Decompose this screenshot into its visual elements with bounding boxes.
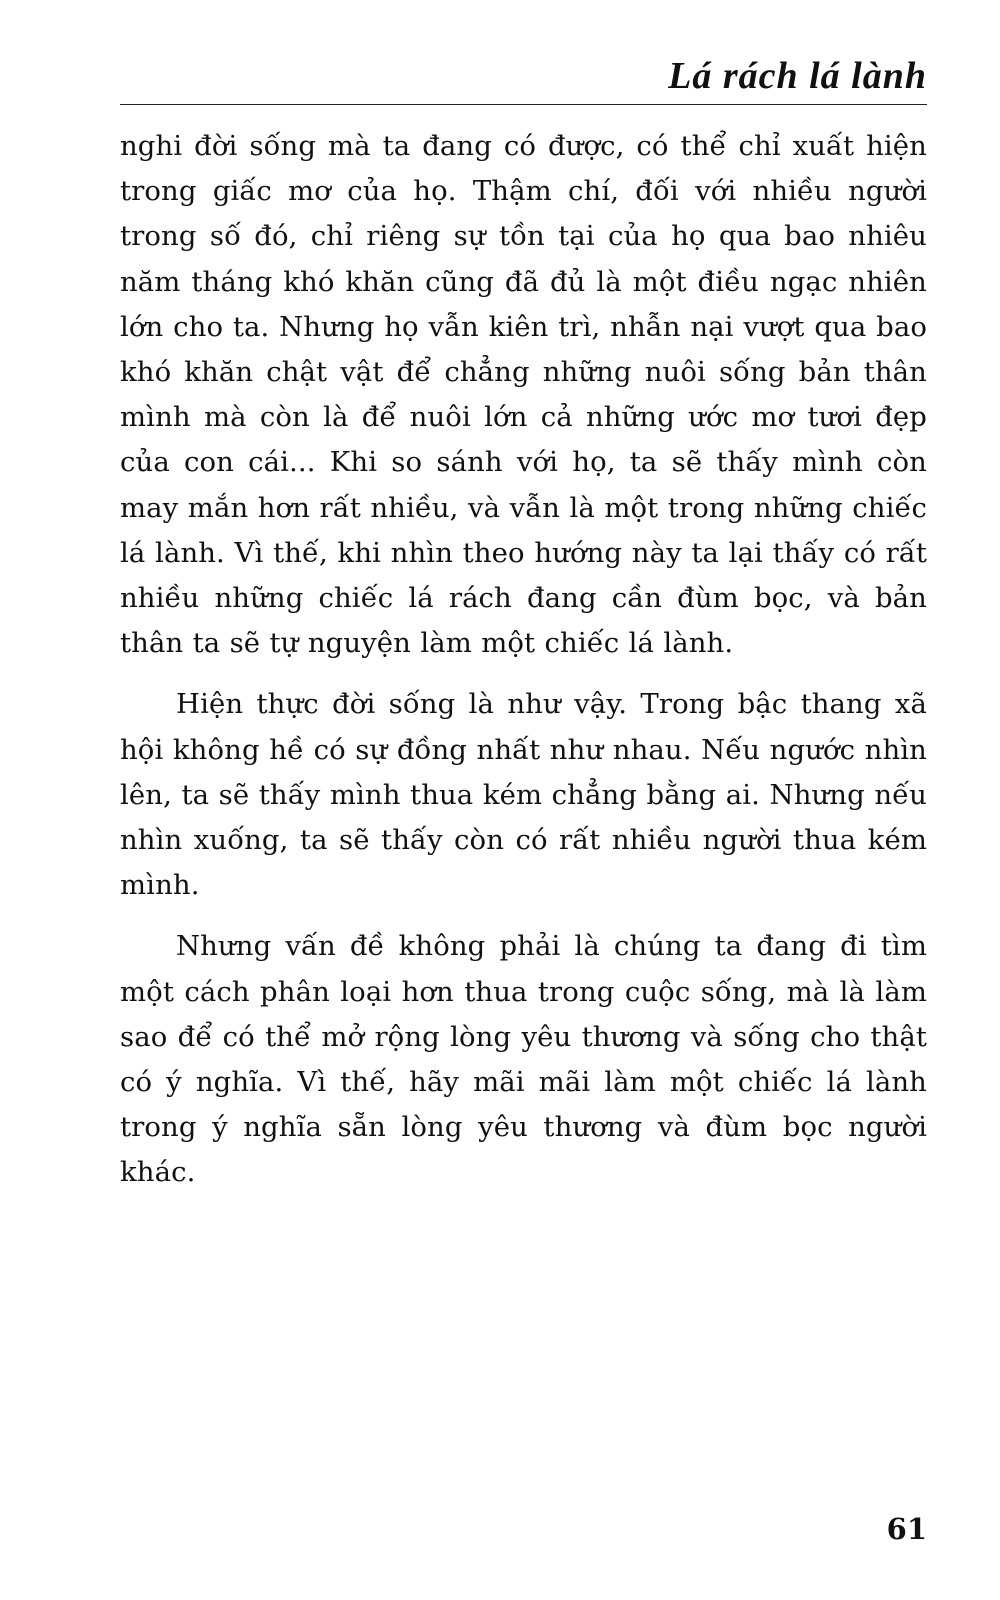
body-text [120, 124, 927, 1212]
running-title: Lá rách lá lành [668, 55, 927, 97]
paragraph-continuation: nghi đời sống mà ta đang có được, có thể chỉ xuất hiện trong giấc mơ của họ. Thậm chí, đối với nhiều người trong số đó, chỉ riêng sự tồn tại của họ qua bao nhiêu năm tháng khó khăn cũng đã đủ là một điều ngạc nhiên lớn cho ta. Nhưng họ vẫn kiên trì, nhẫn nại vượt qua bao khó khăn chật vật để chẳng những nuôi sống bản thân mình mà còn là để nuôi lớn cả những ước mơ tươi đẹp của con cái... Khi so sánh với họ, ta sẽ thấy mình còn may mắn hơn rất nhiều, và vẫn là một trong những chiếc lá lành. Vì thế, khi nhìn theo hướng này ta lại thấy có rất nhiều những chiếc lá rách đang cần đùm bọc, và bản thân ta sẽ tự nguyện làm một chiếc lá lành. [120, 130, 927, 660]
paragraph-conclusion: Nhưng vấn đề không phải là chúng ta đang đi tìm một cách phân loại hơn thua trong cuộc sống, mà là làm sao để có thể mở rộng lòng yêu thương và sống cho thật có ý nghĩa. Vì thế, hãy mãi mãi làm một chiếc lá lành trong ý nghĩa sẵn lòng yêu thương và đùm bọc người khác. [120, 930, 927, 1189]
page-number: 61 [886, 1512, 927, 1546]
paragraph-reality: Hiện thực đời sống là như vậy. Trong bậc thang xã hội không hề có sự đồng nhất như nhau. Nếu ngước nhìn lên, ta sẽ thấy mình thua kém chẳng bằng ai. Nhưng nếu nhìn xuống, ta sẽ thấy còn có rất nhiều người thua kém mình. [120, 688, 927, 902]
running-header [120, 50, 927, 105]
